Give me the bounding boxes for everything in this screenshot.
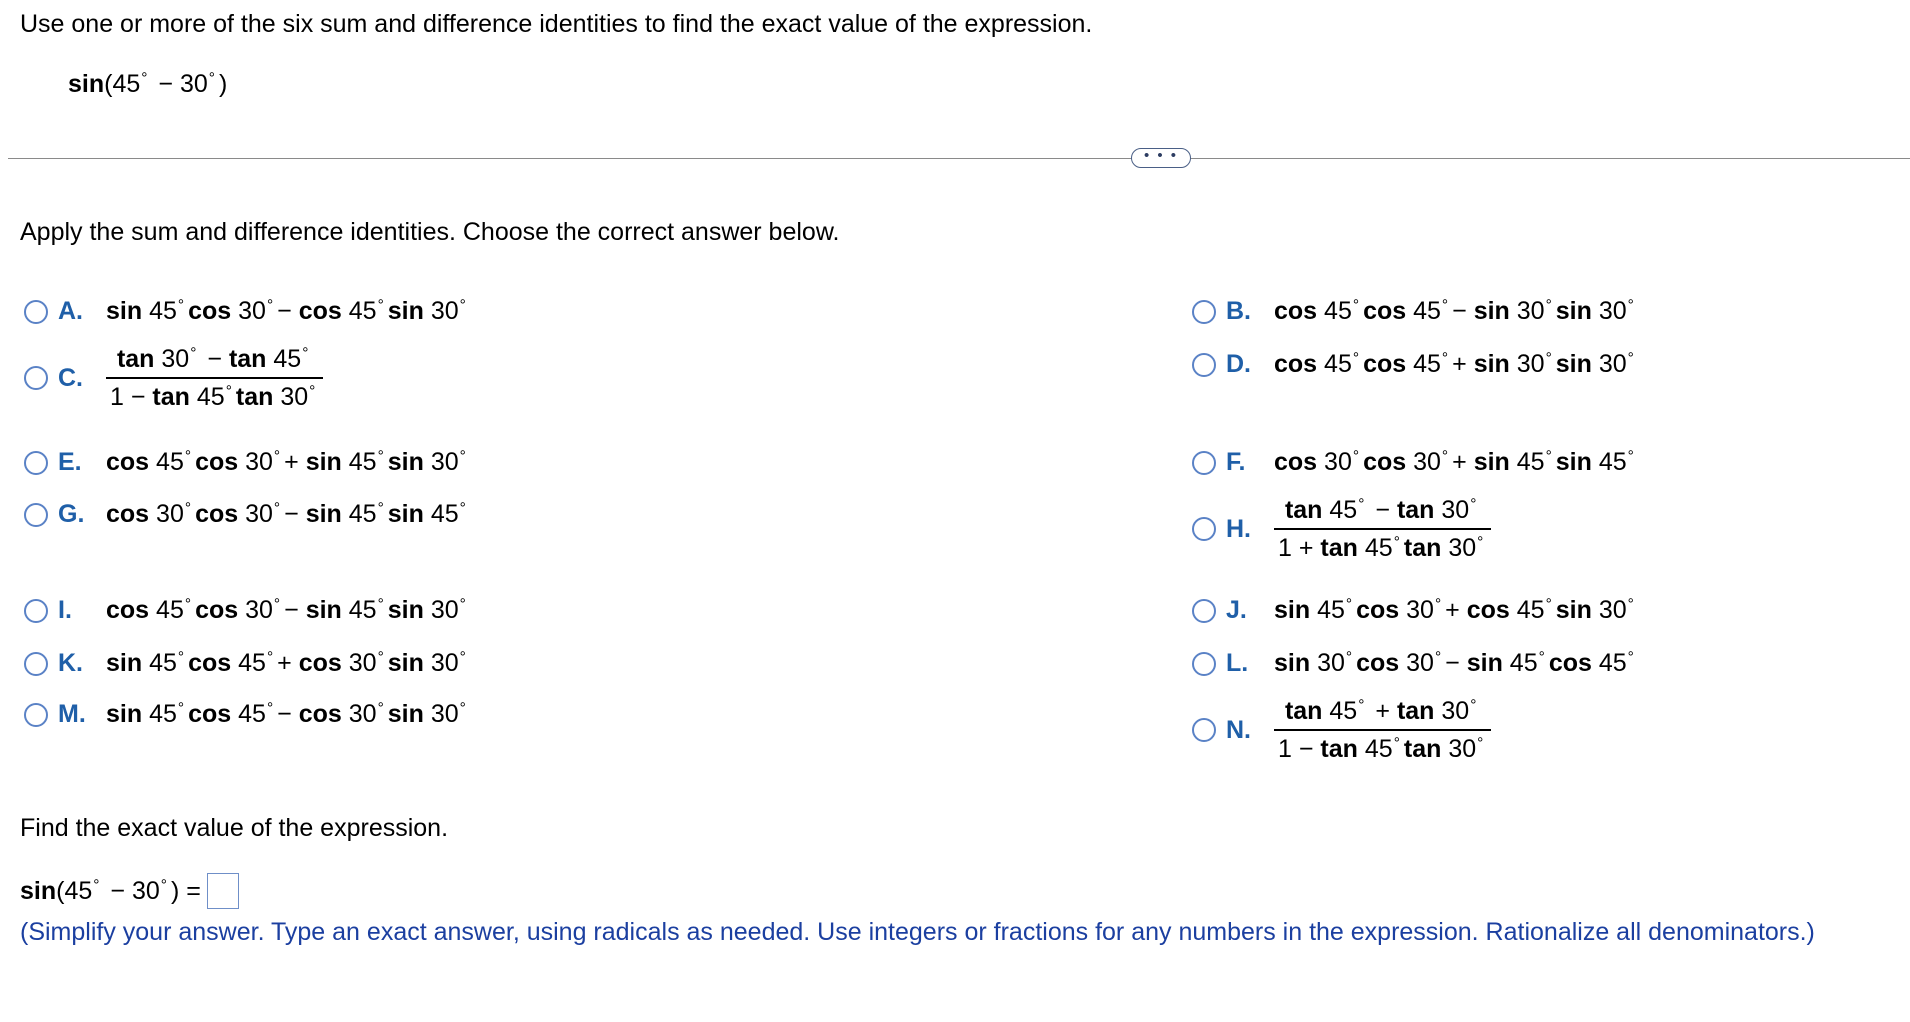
trig-fn: cos (195, 596, 239, 624)
degree-symbol: ° (459, 448, 466, 466)
angle-value: 30 (161, 345, 190, 373)
degree-symbol: ° (1545, 448, 1552, 466)
question-fn: sin (68, 70, 105, 98)
trig-fn: sin (305, 596, 342, 624)
degree-symbol: ° (1352, 448, 1360, 466)
degree-symbol: ° (184, 500, 192, 518)
angle-value: 45 (273, 345, 302, 373)
trig-fn: tan (1284, 496, 1323, 524)
radio-button-e[interactable] (24, 451, 48, 475)
option-g[interactable] (24, 500, 470, 529)
degree-symbol: ° (160, 876, 167, 894)
equals-sign: = (186, 876, 201, 905)
option-expression (106, 297, 470, 326)
degree-symbol: ° (377, 649, 384, 667)
find-label: Find the exact value of the expression. (20, 814, 449, 842)
angle-value: 45 (348, 448, 377, 476)
angle-value: 30 (245, 596, 273, 624)
degree-symbol: ° (1441, 297, 1449, 315)
operator: − (1298, 734, 1314, 763)
trig-fn: sin (106, 700, 143, 728)
angle-value: 30 (245, 448, 273, 476)
section-divider (8, 158, 1910, 159)
angle-value: 30 (245, 500, 273, 528)
degree-symbol: ° (1545, 297, 1552, 315)
degree-symbol: ° (377, 297, 384, 315)
trig-fn: sin (1473, 350, 1510, 378)
angle-value: 45 (64, 876, 93, 905)
radio-button-c[interactable] (24, 366, 48, 390)
operator: + (1452, 350, 1467, 378)
trig-fn: sin (1555, 448, 1592, 476)
option-j[interactable] (1192, 596, 1638, 625)
option-d[interactable] (1192, 350, 1638, 379)
trig-fn: cos (1274, 297, 1318, 325)
degree-symbol: ° (377, 448, 384, 466)
option-letter: I. (58, 596, 72, 624)
option-expression (1274, 350, 1638, 379)
angle-value: 30 (430, 448, 459, 476)
fraction-numerator (113, 345, 316, 377)
operator: − (284, 500, 299, 528)
option-b[interactable] (1192, 297, 1638, 326)
degree-symbol: ° (1441, 448, 1449, 466)
trig-fn: sin (1473, 448, 1510, 476)
angle-value: 30 (1448, 533, 1477, 562)
trig-fn: cos (298, 649, 342, 677)
angle-value: 45 (1324, 297, 1352, 325)
angle-value: 30 (430, 649, 459, 677)
prompt-text: Apply the sum and difference identities. Choose the correct answer below. (20, 218, 840, 246)
trig-fn: sin (387, 500, 424, 528)
degree-symbol: ° (1627, 448, 1634, 466)
angle-value: 30 (1406, 596, 1434, 624)
angle-value: 45 (1413, 350, 1441, 378)
answer-input[interactable] (207, 873, 239, 909)
operator: + (1445, 596, 1460, 624)
angle-value: 45 (149, 700, 177, 728)
angle-value: 45 (348, 500, 377, 528)
option-letter: N. (1226, 715, 1251, 744)
radio-button-f[interactable] (1192, 451, 1216, 475)
option-expression (1274, 596, 1638, 625)
radio-button-a[interactable] (24, 300, 48, 324)
option-e[interactable] (24, 448, 470, 477)
angle-value: 45 (156, 448, 184, 476)
operator: + (1298, 533, 1314, 562)
option-expression (106, 596, 470, 625)
degree-symbol: ° (1434, 596, 1442, 614)
angle-value: 30 (280, 382, 309, 411)
degree-symbol: ° (1358, 496, 1365, 514)
angle-value: 30 (1448, 734, 1477, 763)
trig-fn: cos (1548, 649, 1592, 677)
trig-fn: tan (116, 345, 155, 373)
option-letter: E. (58, 448, 82, 476)
option-c[interactable] (24, 345, 323, 412)
option-letter: C. (58, 363, 83, 392)
angle-value: 45 (1516, 448, 1545, 476)
question-angle-a: 45 (112, 70, 141, 98)
angle-value: 45 (156, 596, 184, 624)
degree-symbol: ° (177, 649, 185, 667)
angle-value: 45 (1329, 697, 1358, 725)
option-letter: F. (1226, 448, 1246, 476)
degree-symbol: ° (1470, 697, 1477, 715)
angle-value: 45 (1317, 596, 1345, 624)
option-expression (1274, 448, 1638, 477)
number-value: 1 (1278, 533, 1292, 562)
degree-symbol: ° (1477, 734, 1484, 752)
degree-symbol: ° (377, 596, 384, 614)
trig-fn: sin (387, 448, 424, 476)
angle-value: 45 (1364, 533, 1393, 562)
degree-symbol: ° (184, 448, 192, 466)
option-h[interactable] (1192, 496, 1491, 563)
degree-symbol: ° (208, 70, 215, 88)
option-letter: A. (58, 297, 83, 325)
degree-symbol: ° (1477, 533, 1484, 551)
option-m[interactable] (24, 700, 470, 729)
trig-fn: sin (387, 596, 424, 624)
trig-fn: cos (106, 448, 150, 476)
option-letter: H. (1226, 514, 1251, 543)
trig-fn: cos (1363, 350, 1407, 378)
trig-fn: cos (188, 297, 232, 325)
operator: − (207, 345, 222, 373)
degree-symbol: ° (1627, 297, 1634, 315)
trig-fn: cos (1363, 448, 1407, 476)
expand-more-button[interactable]: • • • (1131, 148, 1191, 168)
angle-value: 30 (131, 876, 160, 905)
trig-fn: tan (1403, 734, 1442, 763)
degree-symbol: ° (1345, 649, 1353, 667)
operator: − (1452, 297, 1467, 325)
angle-value: 45 (1329, 496, 1358, 524)
angle-value: 30 (430, 700, 459, 728)
radio-button-h[interactable] (1192, 517, 1216, 541)
operator: − (1375, 496, 1390, 524)
option-letter: B. (1226, 297, 1251, 325)
angle-value: 30 (1516, 297, 1545, 325)
option-expression (106, 649, 470, 678)
trig-fn: sin (106, 297, 143, 325)
trig-fn: tan (1396, 496, 1435, 524)
operator: − (1445, 649, 1460, 677)
angle-value: 30 (1413, 448, 1441, 476)
degree-symbol: ° (273, 500, 281, 518)
radio-button-g[interactable] (24, 503, 48, 527)
operator: − (284, 596, 299, 624)
question-expression: sin(45° − 30° ) (68, 70, 228, 98)
degree-symbol: ° (377, 700, 384, 718)
trig-fn: cos (106, 596, 150, 624)
trig-fn: tan (1403, 533, 1442, 562)
operator: − (277, 297, 292, 325)
angle-value: 45 (238, 700, 266, 728)
angle-value: 30 (1598, 350, 1627, 378)
angle-value: 45 (1598, 448, 1627, 476)
degree-symbol: ° (302, 345, 309, 363)
trig-fn: sin (387, 297, 424, 325)
question-instruction: Use one or more of the six sum and difference identities to find the exact value of the expression. (20, 10, 1093, 38)
radio-button-i[interactable] (24, 599, 48, 623)
trig-fn: sin (1466, 649, 1503, 677)
trig-fn: cos (106, 500, 150, 528)
trig-fn: tan (1284, 697, 1323, 725)
fraction-denominator (1274, 731, 1491, 764)
trig-fn: cos (188, 700, 232, 728)
degree-symbol: ° (1538, 649, 1545, 667)
angle-value: 45 (348, 596, 377, 624)
angle-value: 30 (430, 297, 459, 325)
trig-fn: cos (1356, 649, 1400, 677)
operator: − (110, 876, 126, 905)
trig-fn: cos (1274, 448, 1318, 476)
angle-value: 30 (238, 297, 266, 325)
angle-value: 45 (1324, 350, 1352, 378)
answer-row (20, 873, 239, 909)
option-letter: D. (1226, 350, 1251, 378)
trig-fn: cos (195, 500, 239, 528)
degree-symbol: ° (141, 70, 148, 88)
trig-fn: tan (1320, 734, 1358, 763)
angle-value: 45 (348, 297, 377, 325)
degree-symbol: ° (459, 700, 466, 718)
angle-value: 30 (1324, 448, 1352, 476)
option-expression (1274, 297, 1638, 326)
angle-value: 45 (1364, 734, 1393, 763)
degree-symbol: ° (1627, 649, 1634, 667)
trig-fn: sin (20, 876, 57, 905)
degree-symbol: ° (459, 649, 466, 667)
angle-value: 30 (348, 649, 377, 677)
degree-symbol: ° (459, 297, 466, 315)
option-expression (106, 700, 470, 729)
trig-fn: sin (305, 500, 342, 528)
radio-button-n[interactable] (1192, 718, 1216, 742)
degree-symbol: ° (190, 345, 197, 363)
operator: − (130, 382, 146, 411)
angle-value: 45 (1516, 596, 1545, 624)
angle-value: 45 (1509, 649, 1538, 677)
angle-value: 30 (1441, 697, 1470, 725)
fraction-expression (106, 345, 323, 412)
degree-symbol: ° (177, 700, 185, 718)
trig-fn: sin (387, 649, 424, 677)
operator: + (277, 649, 292, 677)
answer-hint: (Simplify your answer. Type an exact answer, using radicals as needed. Use integers or fractions for any numbers in the expression. Rationalize all denominators.) (20, 918, 1815, 946)
degree-symbol: ° (273, 596, 281, 614)
question-operator: − (158, 70, 174, 98)
option-n[interactable] (1192, 697, 1491, 764)
angle-value: 45 (196, 382, 225, 411)
angle-value: 30 (1406, 649, 1434, 677)
option-a[interactable] (24, 297, 470, 326)
fraction-denominator (106, 379, 323, 412)
degree-symbol: ° (1470, 496, 1477, 514)
degree-symbol: ° (1345, 596, 1353, 614)
option-expression (1274, 649, 1638, 678)
angle-value: 30 (348, 700, 377, 728)
trig-fn: sin (1555, 350, 1592, 378)
trig-fn: sin (1555, 596, 1592, 624)
degree-symbol: ° (1627, 596, 1634, 614)
degree-symbol: ° (459, 596, 466, 614)
operator: − (277, 700, 292, 728)
radio-button-l[interactable] (1192, 652, 1216, 676)
trig-fn: cos (1363, 297, 1407, 325)
question-angle-b: 30 (179, 70, 208, 98)
option-letter: L. (1226, 649, 1249, 677)
trig-fn: sin (1274, 596, 1311, 624)
degree-symbol: ° (1393, 533, 1400, 551)
angle-value: 30 (1441, 496, 1470, 524)
trig-fn: cos (1466, 596, 1510, 624)
trig-fn: sin (305, 448, 342, 476)
trig-fn: sin (387, 700, 424, 728)
degree-symbol: ° (266, 297, 274, 315)
fraction-numerator (1281, 697, 1484, 729)
angle-value: 45 (430, 500, 459, 528)
degree-symbol: ° (1441, 350, 1449, 368)
trig-fn: sin (1555, 297, 1592, 325)
radio-button-k[interactable] (24, 652, 48, 676)
radio-button-m[interactable] (24, 703, 48, 727)
angle-value: 45 (238, 649, 266, 677)
degree-symbol: ° (266, 700, 274, 718)
angle-value: 30 (1317, 649, 1345, 677)
degree-symbol: ° (273, 448, 281, 466)
angle-value: 30 (1598, 596, 1627, 624)
trig-fn: sin (1473, 297, 1510, 325)
option-l[interactable] (1192, 649, 1638, 678)
degree-symbol: ° (1352, 350, 1360, 368)
trig-fn: tan (1396, 697, 1435, 725)
degree-symbol: ° (377, 500, 384, 518)
option-letter: M. (58, 700, 86, 728)
degree-symbol: ° (93, 876, 100, 894)
trig-fn: cos (1274, 350, 1318, 378)
trig-fn: sin (1274, 649, 1311, 677)
fraction-expression (1274, 697, 1491, 764)
trig-fn: cos (298, 297, 342, 325)
operator: + (1452, 448, 1467, 476)
degree-symbol: ° (1627, 350, 1634, 368)
number-value: 1 (110, 382, 124, 411)
angle-value: 45 (1413, 297, 1441, 325)
angle-value: 45 (149, 297, 177, 325)
fraction-numerator (1281, 496, 1484, 528)
degree-symbol: ° (184, 596, 192, 614)
angle-value: 30 (1598, 297, 1627, 325)
trig-fn: cos (298, 700, 342, 728)
radio-button-b[interactable] (1192, 300, 1216, 324)
answer-expression: sin(45° − 30° ) = (20, 876, 201, 905)
option-letter: G. (58, 500, 85, 528)
trig-fn: cos (195, 448, 239, 476)
radio-button-d[interactable] (1192, 353, 1216, 377)
option-f[interactable] (1192, 448, 1638, 477)
trig-fn: tan (228, 345, 267, 373)
degree-symbol: ° (459, 500, 466, 518)
angle-value: 30 (1516, 350, 1545, 378)
option-letter: K. (58, 649, 83, 677)
degree-symbol: ° (1358, 697, 1365, 715)
option-k[interactable] (24, 649, 470, 678)
angle-value: 30 (430, 596, 459, 624)
degree-symbol: ° (309, 382, 316, 400)
trig-fn: cos (188, 649, 232, 677)
operator: + (284, 448, 299, 476)
trig-fn: tan (152, 382, 190, 411)
degree-symbol: ° (225, 382, 232, 400)
degree-symbol: ° (1393, 734, 1400, 752)
number-value: 1 (1278, 734, 1292, 763)
angle-value: 30 (156, 500, 184, 528)
operator: + (1375, 697, 1390, 725)
degree-symbol: ° (1545, 596, 1552, 614)
degree-symbol: ° (177, 297, 185, 315)
option-expression (106, 448, 470, 477)
trig-fn: tan (235, 382, 274, 411)
trig-fn: cos (1356, 596, 1400, 624)
degree-symbol: ° (266, 649, 274, 667)
degree-symbol: ° (1434, 649, 1442, 667)
trig-fn: sin (106, 649, 143, 677)
trig-fn: tan (1320, 533, 1358, 562)
fraction-denominator (1274, 530, 1491, 563)
option-expression (106, 500, 470, 529)
angle-value: 45 (149, 649, 177, 677)
option-letter: J. (1226, 596, 1247, 624)
radio-button-j[interactable] (1192, 599, 1216, 623)
fraction-expression (1274, 496, 1491, 563)
angle-value: 45 (1598, 649, 1627, 677)
option-i[interactable] (24, 596, 470, 625)
degree-symbol: ° (1352, 297, 1360, 315)
degree-symbol: ° (1545, 350, 1552, 368)
